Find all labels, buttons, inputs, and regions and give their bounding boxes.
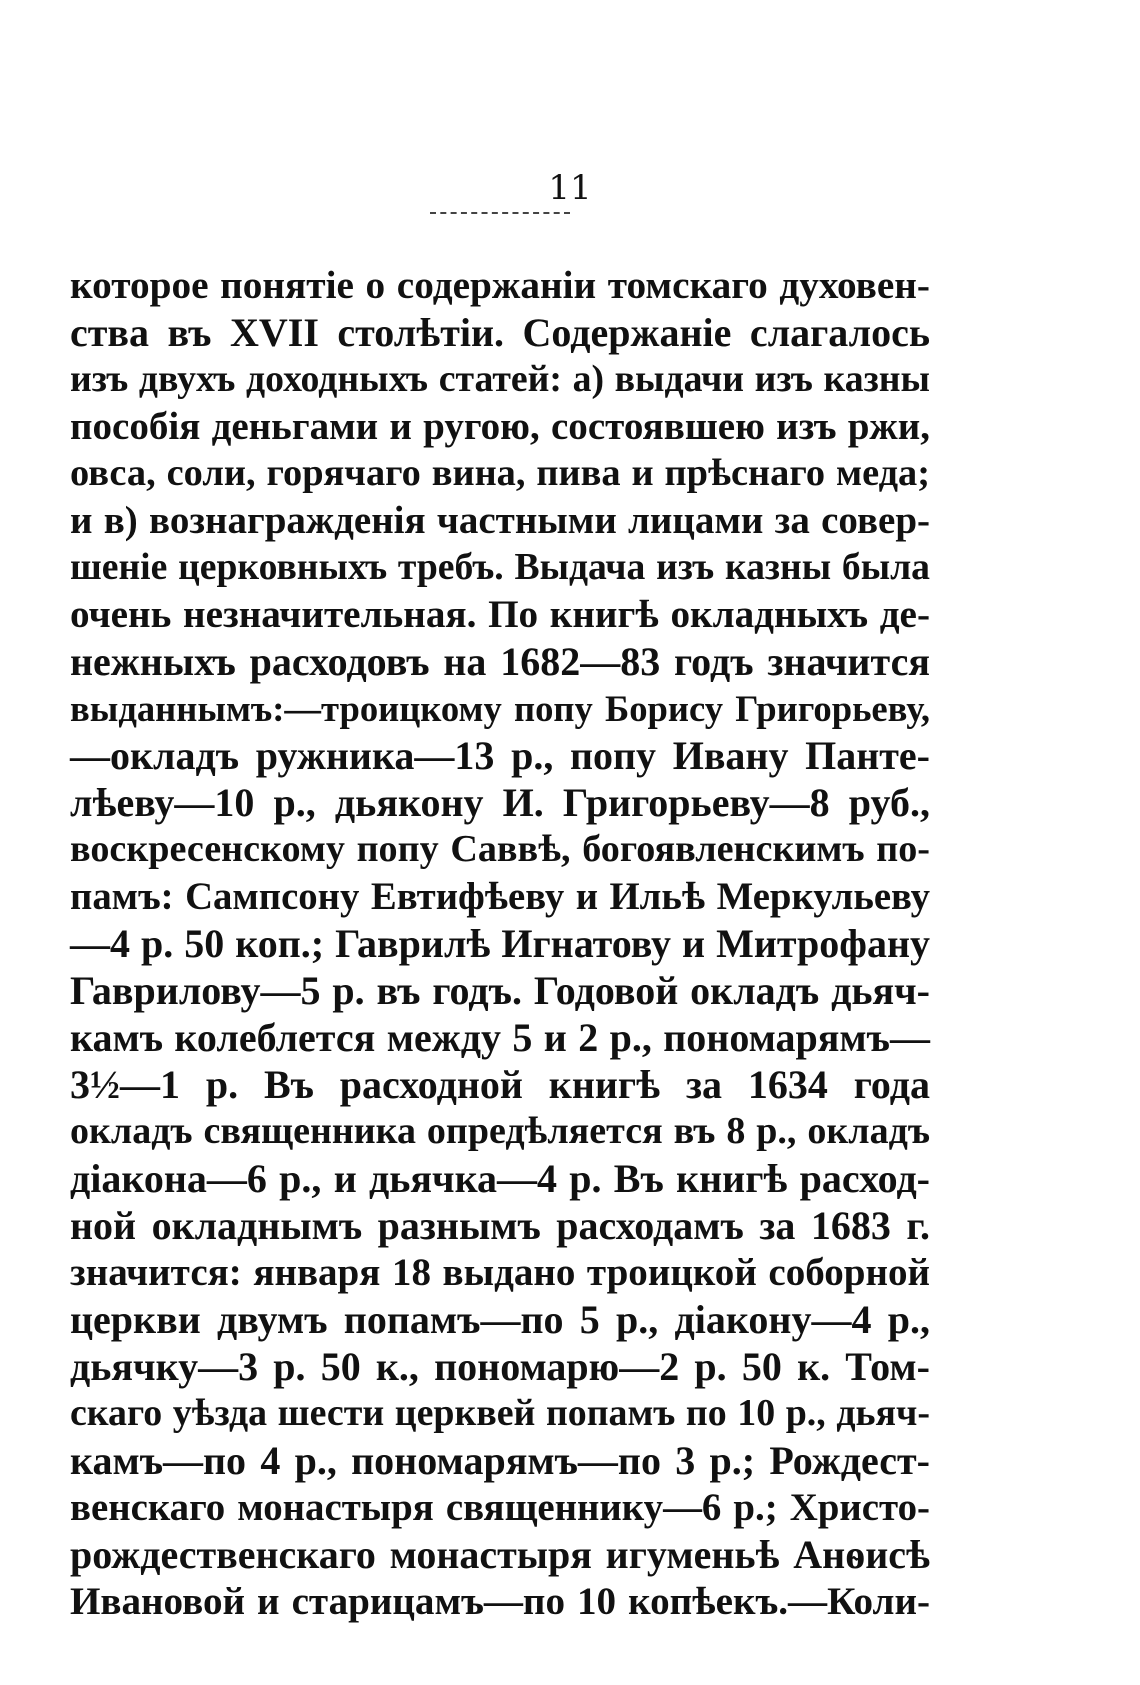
text-line: которое понятіе о содержаніи томскаго духовен- — [70, 264, 930, 307]
text-line: скаго уѣзда шести церквей попамъ по 10 р., дьяч- — [70, 1392, 930, 1434]
text-line: изъ двухъ доходныхъ статей: а) выдачи изъ казны — [70, 358, 930, 400]
text-line: и в) вознагражденія частными лицами за совер- — [70, 499, 930, 542]
text-line: пособія деньгами и ругою, состоявшею изъ ржи, — [70, 405, 930, 448]
text-line: лѣеву—10 р., дьякону И. Григорьеву—8 руб., — [70, 780, 930, 825]
text-line: воскресенскому попу Саввѣ, богоявленскимъ по- — [70, 828, 930, 870]
text-line: венскаго монастыря священнику—6 р.; Христо- — [70, 1486, 930, 1529]
text-line: памъ: Сампсону Евтифѣеву и Ильѣ Меркульеву — [70, 875, 930, 918]
text-line: дьячку—3 р. 50 к., пономарю—2 р. 50 к. Том- — [70, 1344, 930, 1389]
text-line: овса, соли, горячаго вина, пива и прѣснаго меда; — [70, 452, 930, 494]
text-line: шеніе церковныхъ требъ. Выдача изъ казны была — [70, 546, 930, 588]
page-number: 11 — [548, 168, 592, 208]
text-line: камъ—по 4 р., пономарямъ—по 3 р.; Рождест- — [70, 1438, 930, 1483]
text-line: Гаврилову—5 р. въ годъ. Годовой окладъ дьяч- — [70, 968, 930, 1013]
text-line: діакона—6 р., и дьячка—4 р. Въ книгѣ расход- — [70, 1156, 930, 1201]
body-paragraph — [70, 262, 930, 1625]
text-line: окладъ священника опредѣляется въ 8 р., окладъ — [70, 1110, 930, 1152]
text-line: ства въ XVII столѣтіи. Содержаніе слагалось — [70, 310, 930, 355]
text-line: 3½—1 р. Въ расходной книгѣ за 1634 года — [70, 1062, 930, 1107]
text-line: —окладъ ружника—13 р., попу Ивану Панте- — [70, 733, 930, 778]
text-line: ной окладнымъ разнымъ расходамъ за 1683 г. — [70, 1203, 930, 1248]
text-line: Ивановой и старицамъ—по 10 копѣекъ.—Коли- — [70, 1580, 930, 1623]
text-line: значится: января 18 выдано троицкой соборной — [70, 1251, 930, 1294]
text-line: камъ колеблется между 5 и 2 р., пономарямъ— — [70, 1015, 930, 1060]
text-line: церкви двумъ попамъ—по 5 р., діакону—4 р., — [70, 1297, 930, 1342]
text-line: очень незначительная. По книгѣ окладныхъ де- — [70, 593, 930, 636]
text-line: выданнымъ:—троицкому попу Борису Григорьеву, — [70, 688, 930, 729]
text-line: нежныхъ расходовъ на 1682—83 годъ значится — [70, 639, 930, 684]
page-number-rule — [430, 212, 570, 214]
text-line: —4 р. 50 коп.; Гаврилѣ Игнатову и Митрофану — [70, 921, 930, 966]
text-line: рождественскаго монастыря игуменьѣ Анѳисѣ — [70, 1532, 930, 1577]
